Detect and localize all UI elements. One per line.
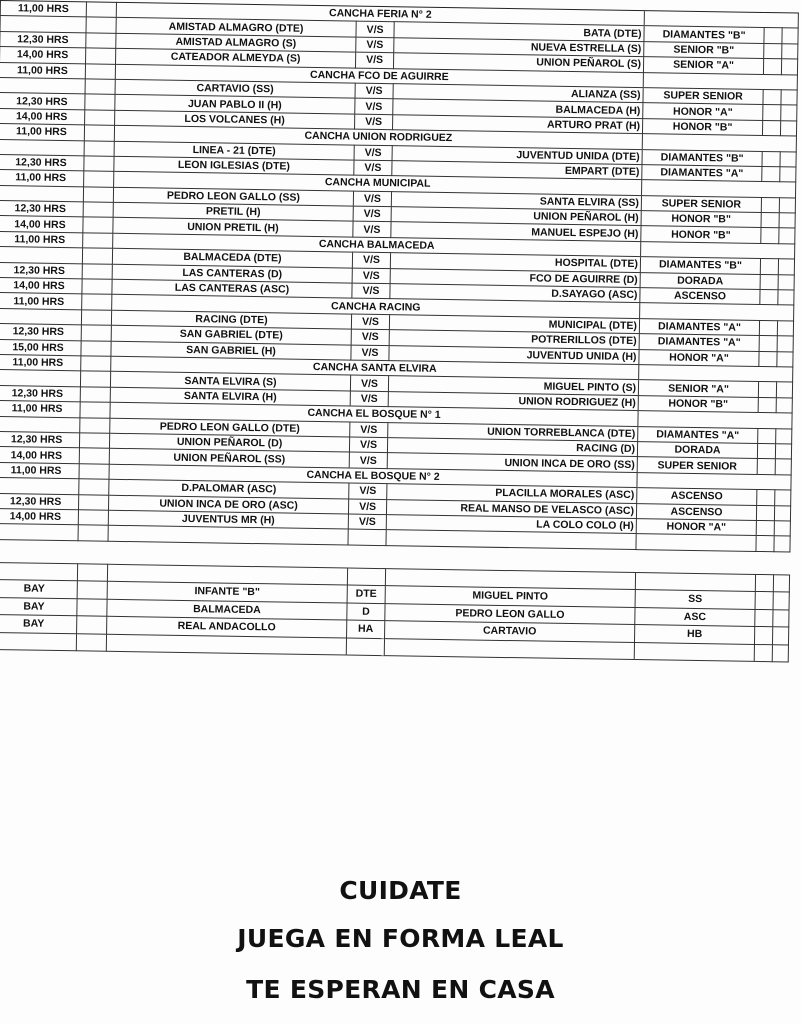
blank-cell	[755, 609, 773, 627]
versus-label: V/S	[355, 52, 393, 68]
versus-label: V/S	[355, 83, 393, 99]
category: HONOR "B"	[641, 211, 761, 228]
blank-cell	[758, 397, 776, 413]
blank-cell	[84, 171, 114, 187]
away-team: UNION PEÑAROL (H)	[391, 207, 641, 226]
blank-cell	[86, 2, 116, 18]
venue-title: CANCHA FERIA N° 2	[116, 2, 644, 26]
bye-table	[0, 562, 790, 663]
blank-cell	[0, 416, 80, 433]
match-time: 11,00 HRS	[0, 293, 82, 310]
away-team: D.SAYAGO (ASC)	[390, 284, 640, 303]
home-team: PRETIL (H)	[113, 202, 353, 221]
blank-cell	[763, 59, 781, 75]
blank-cell	[761, 228, 779, 244]
category: DIAMANTES "A"	[642, 165, 762, 182]
versus-label: V/S	[350, 422, 388, 438]
blank-cell	[763, 105, 781, 121]
home-team: JUVENTUS MR (H)	[108, 510, 348, 529]
category: DORADA	[637, 442, 757, 459]
match-time: 12,30 HRS	[0, 431, 80, 448]
blank-cell	[755, 574, 773, 592]
blank-cell	[756, 536, 774, 552]
match-time: 11,00 HRS	[0, 354, 81, 371]
match-time: 14,00 HRS	[0, 508, 79, 525]
match-time: 14,00 HRS	[0, 278, 82, 295]
category: SENIOR "A"	[643, 57, 763, 74]
blank-cell	[0, 308, 82, 325]
blank-cell	[636, 534, 756, 551]
blank-cell	[85, 94, 115, 110]
versus-label: V/S	[352, 283, 390, 299]
blank-cell	[79, 494, 109, 510]
versus-label: V/S	[348, 514, 386, 530]
category: HONOR "A"	[636, 518, 756, 535]
versus-label: V/S	[349, 483, 387, 499]
blank-cell	[82, 248, 112, 264]
match-time: 11,00 HRS	[0, 124, 85, 141]
versus-label: V/S	[352, 268, 390, 284]
category: DIAMANTES "A"	[639, 334, 759, 351]
blank-cell	[81, 310, 111, 326]
blank-cell	[775, 490, 791, 506]
blank-cell	[79, 433, 109, 449]
blank-cell	[773, 592, 789, 610]
blank-cell	[758, 382, 776, 398]
versus-label: V/S	[354, 160, 392, 176]
blank-cell	[773, 609, 789, 627]
category: DIAMANTES "B"	[642, 149, 762, 166]
blank-cell	[106, 634, 346, 655]
versus-label: V/S	[351, 314, 389, 330]
away-team: BATA (DTE)	[394, 22, 644, 41]
blank-cell	[0, 524, 78, 541]
blank-cell	[84, 140, 114, 156]
blank-cell	[774, 521, 790, 537]
blank-cell	[779, 197, 795, 213]
bye-team-2: PEDRO LEON GALLO	[385, 603, 635, 624]
bye-label: BAY	[0, 580, 77, 599]
blank-cell	[0, 16, 86, 33]
home-team: CARTAVIO (SS)	[115, 79, 355, 98]
slogan-line-1: CUIDATE	[339, 876, 462, 905]
blank-cell	[759, 351, 777, 367]
category: HONOR "A"	[643, 103, 763, 120]
blank-cell	[775, 459, 791, 475]
blank-cell	[764, 43, 782, 59]
home-team: PEDRO LEON GALLO (DTE)	[110, 418, 350, 437]
blank-cell	[760, 274, 778, 290]
bye-team-2: MIGUEL PINTO	[385, 586, 635, 607]
versus-label: V/S	[350, 375, 388, 391]
category: HONOR "B"	[642, 118, 762, 135]
category: HONOR "B"	[638, 395, 758, 412]
category: ASCENSO	[636, 503, 756, 520]
away-team: POTRERILLOS (DTE)	[389, 330, 639, 349]
blank-cell	[756, 520, 774, 536]
versus-label: V/S	[356, 37, 394, 53]
versus-label: V/S	[354, 145, 392, 161]
blank-cell	[757, 459, 775, 475]
home-team: UNION PEÑAROL (D)	[109, 433, 349, 452]
match-time: 11,00 HRS	[0, 62, 86, 79]
blank-cell	[85, 79, 115, 95]
versus-label: V/S	[355, 114, 393, 130]
home-team: SANTA ELVIRA (H)	[110, 387, 350, 406]
home-team: SAN GABRIEL (H)	[111, 341, 351, 360]
versus-label: V/S	[349, 437, 387, 453]
category: SENIOR "A"	[638, 380, 758, 397]
blank-cell	[83, 187, 113, 203]
blank-cell	[82, 294, 112, 310]
away-team: RACING (D)	[387, 438, 637, 457]
versus-label: V/S	[355, 98, 393, 114]
blank-cell	[384, 638, 634, 659]
versus-label: V/S	[351, 345, 389, 361]
blank-cell	[763, 89, 781, 105]
blank-cell	[82, 279, 112, 295]
bye-code-1: D	[347, 603, 385, 621]
venue-title: CANCHA FCO DE AGUIRRE	[115, 64, 643, 88]
home-team: LOS VOLCANES (H)	[115, 110, 355, 129]
blank-cell	[779, 213, 795, 229]
match-time: 12,30 HRS	[0, 201, 83, 218]
blank-cell	[78, 510, 108, 526]
home-team: LAS CANTERAS (ASC)	[112, 279, 352, 298]
blank-cell	[85, 110, 115, 126]
blank-cell	[775, 444, 791, 460]
slogan-line-3: TE ESPERAN EN CASA	[246, 975, 555, 1004]
match-time: 12,30 HRS	[0, 154, 84, 171]
blank-cell	[81, 325, 111, 341]
blank-cell	[781, 59, 797, 75]
category: DIAMANTES "B"	[640, 257, 760, 274]
away-team: MUNICIPAL (DTE)	[389, 314, 639, 333]
venue-title: CANCHA EL BOSQUE N° 2	[109, 464, 637, 488]
match-time: 11,00 HRS	[0, 231, 83, 248]
category: DORADA	[640, 272, 760, 289]
blank-cell	[778, 290, 794, 306]
home-team: D.PALOMAR (ASC)	[109, 479, 349, 498]
bye-code-1: DTE	[347, 585, 385, 603]
bye-team-1: BALMACEDA	[107, 599, 347, 620]
blank-cell	[81, 340, 111, 356]
blank-cell	[780, 151, 796, 167]
away-team: UNION PEÑAROL (S)	[393, 53, 643, 72]
blank-cell	[774, 536, 790, 552]
blank-cell	[0, 562, 78, 581]
blank-cell	[776, 382, 792, 398]
away-team: ALIANZA (SS)	[393, 84, 643, 103]
blank-cell	[762, 151, 780, 167]
blank-cell	[772, 644, 788, 662]
blank-cell	[80, 387, 110, 403]
home-team: PEDRO LEON GALLO (SS)	[113, 187, 353, 206]
category: DIAMANTES "A"	[638, 426, 758, 443]
versus-label: V/S	[353, 191, 391, 207]
blank-cell	[777, 321, 793, 337]
venue-title: CANCHA BALMACEDA	[113, 233, 641, 257]
blank-cell	[79, 464, 109, 480]
slogan-line-2: JUEGA EN FORMA LEAL	[237, 924, 564, 953]
blank-cell	[773, 574, 789, 592]
versus-label: V/S	[349, 452, 387, 468]
home-team: CATEADOR ALMEYDA (S)	[116, 48, 356, 67]
versus-label: V/S	[351, 329, 389, 345]
blank-cell	[85, 63, 115, 79]
blank-cell	[754, 627, 772, 645]
blank-cell	[777, 351, 793, 367]
match-time: 15,00 HRS	[0, 339, 81, 356]
blank-cell	[781, 90, 797, 106]
blank-cell	[77, 563, 107, 581]
blank-cell	[780, 121, 796, 137]
venue-title: CANCHA SANTA ELVIRA	[111, 356, 639, 380]
blank-cell	[762, 166, 780, 182]
versus-label: V/S	[352, 252, 390, 268]
away-team: MANUEL ESPEJO (H)	[391, 222, 641, 241]
blank-cell	[779, 228, 795, 244]
bye-label: BAY	[0, 597, 77, 616]
blank-cell	[79, 448, 109, 464]
blank-cell	[79, 479, 109, 495]
blank-cell	[0, 139, 84, 156]
away-team: LA COLO COLO (H)	[386, 515, 636, 534]
blank-cell	[761, 197, 779, 213]
home-team: SANTA ELVIRA (S)	[110, 372, 350, 391]
blank-cell	[348, 529, 386, 545]
venue-title: CANCHA UNION RODRIGUEZ	[114, 125, 642, 149]
blank-cell	[82, 263, 112, 279]
venue-title: CANCHA MUNICIPAL	[114, 172, 642, 196]
home-team: LINEA - 21 (DTE)	[114, 141, 354, 160]
blank-cell	[778, 274, 794, 290]
home-team: RACING (DTE)	[111, 310, 351, 329]
match-time: 11,00 HRS	[0, 462, 79, 479]
blank-cell	[772, 627, 788, 645]
blank-cell	[781, 105, 797, 121]
blank-cell	[83, 202, 113, 218]
match-time: 12,30 HRS	[0, 324, 81, 341]
blank-cell	[346, 638, 384, 656]
blank-cell	[634, 642, 754, 661]
away-team: PLACILLA MORALES (ASC)	[387, 484, 637, 503]
home-team: LAS CANTERAS (D)	[112, 264, 352, 283]
category: DIAMANTES "A"	[639, 318, 759, 335]
blank-cell	[754, 644, 772, 662]
match-time: 12,30 HRS	[0, 31, 86, 48]
blank-cell	[778, 259, 794, 275]
category: ASCENSO	[637, 488, 757, 505]
away-team: MIGUEL PINTO (S)	[388, 376, 638, 395]
away-team: JUVENTUD UNIDA (DTE)	[392, 145, 642, 164]
blank-cell	[86, 33, 116, 49]
away-team: UNION RODRIGUEZ (H)	[388, 391, 638, 410]
match-time: 12,30 HRS	[0, 493, 79, 510]
match-time: 12,30 HRS	[0, 385, 80, 402]
home-team: JUAN PABLO II (H)	[115, 95, 355, 114]
away-team: EMPART (DTE)	[392, 161, 642, 180]
match-time: 14,00 HRS	[0, 108, 85, 125]
blank-cell	[776, 398, 792, 414]
blank-cell	[760, 259, 778, 275]
bye-label: BAY	[0, 615, 77, 634]
blank-cell	[76, 633, 106, 651]
blank-cell	[347, 568, 385, 586]
blank-cell	[86, 48, 116, 64]
blank-cell	[83, 217, 113, 233]
blank-cell	[780, 167, 796, 183]
versus-label: V/S	[356, 21, 394, 37]
versus-label: V/S	[353, 206, 391, 222]
blank-cell	[782, 28, 798, 44]
blank-cell	[77, 616, 107, 634]
match-time: 11,00 HRS	[0, 170, 84, 187]
blank-cell	[80, 371, 110, 387]
blank-cell	[86, 17, 116, 33]
away-team: BALMACEDA (H)	[393, 99, 643, 118]
category: SUPER SENIOR	[643, 88, 763, 105]
category: DIAMANTES "B"	[644, 26, 764, 43]
away-team: NUEVA ESTRELLA (S)	[394, 37, 644, 56]
blank-cell	[0, 478, 79, 495]
away-team: SANTA ELVIRA (SS)	[391, 191, 641, 210]
venue-title: CANCHA EL BOSQUE N° 1	[110, 402, 638, 426]
blank-cell	[762, 120, 780, 136]
blank-cell	[761, 213, 779, 229]
home-team: SAN GABRIEL (DTE)	[111, 325, 351, 344]
home-team: LEON IGLESIAS (DTE)	[114, 156, 354, 175]
home-team: UNION PEÑAROL (SS)	[109, 449, 349, 468]
blank-cell	[758, 428, 776, 444]
category: SENIOR "B"	[644, 41, 764, 58]
blank-cell	[776, 428, 792, 444]
bye-code-2: SS	[635, 590, 755, 609]
match-time: 11,00 HRS	[0, 1, 86, 18]
blank-cell	[782, 44, 798, 60]
category: HONOR "B"	[641, 226, 761, 243]
blank-cell	[81, 356, 111, 372]
away-team: JUVENTUD UNIDA (H)	[389, 345, 639, 364]
blank-cell	[0, 77, 85, 94]
bye-code-1: HA	[347, 620, 385, 638]
versus-label: V/S	[350, 391, 388, 407]
versus-label: V/S	[353, 222, 391, 238]
blank-cell	[635, 572, 755, 591]
blank-cell	[84, 156, 114, 172]
away-team: FCO DE AGUIRRE (D)	[390, 268, 640, 287]
category: SUPER SENIOR	[637, 457, 757, 474]
match-time: 14,00 HRS	[0, 447, 79, 464]
away-team: UNION TORREBLANCA (DTE)	[388, 422, 638, 441]
blank-cell	[84, 125, 114, 141]
away-team: HOSPITAL (DTE)	[390, 253, 640, 272]
blank-cell	[774, 505, 790, 521]
match-time: 14,00 HRS	[0, 47, 86, 64]
blank-cell	[0, 247, 83, 264]
blank-cell	[756, 505, 774, 521]
home-team: UNION INCA DE ORO (ASC)	[109, 495, 349, 514]
blank-cell	[0, 185, 84, 202]
bye-code-2: HB	[634, 625, 754, 644]
blank-cell	[757, 443, 775, 459]
match-time: 12,30 HRS	[0, 93, 85, 110]
bye-team-1: REAL ANDACOLLO	[107, 616, 347, 637]
away-team: REAL MANSO DE VELASCO (ASC)	[386, 499, 636, 518]
blank-cell	[755, 592, 773, 610]
blank-cell	[759, 336, 777, 352]
match-time: 11,00 HRS	[0, 401, 80, 418]
blank-cell	[83, 233, 113, 249]
category: SUPER SENIOR	[641, 195, 761, 212]
home-team: AMISTAD ALMAGRO (DTE)	[116, 18, 356, 37]
venue-title: CANCHA RACING	[112, 295, 640, 319]
category: ASCENSO	[640, 288, 760, 305]
home-team: UNION PRETIL (H)	[113, 218, 353, 237]
match-time: 12,30 HRS	[0, 262, 82, 279]
blank-cell	[80, 417, 110, 433]
category: HONOR "A"	[639, 349, 759, 366]
home-team: BALMACEDA (DTE)	[112, 249, 352, 268]
versus-label: V/S	[348, 499, 386, 515]
blank-cell	[757, 490, 775, 506]
blank-cell	[760, 290, 778, 306]
blank-cell	[80, 402, 110, 418]
bye-team-2: CARTAVIO	[385, 621, 635, 642]
home-team: AMISTAD ALMAGRO (S)	[116, 33, 356, 52]
away-team: UNION INCA DE ORO (SS)	[387, 453, 637, 472]
blank-cell	[77, 581, 107, 599]
match-time: 14,00 HRS	[0, 216, 83, 233]
blank-cell	[764, 28, 782, 44]
blank-cell	[78, 525, 108, 541]
blank-cell	[0, 370, 81, 387]
blank-cell	[777, 336, 793, 352]
blank-cell	[0, 632, 77, 651]
bye-code-2: ASC	[635, 607, 755, 626]
away-team: ARTURO PRAT (H)	[393, 114, 643, 133]
blank-cell	[759, 320, 777, 336]
bye-team-1: INFANTE "B"	[107, 581, 347, 602]
blank-cell	[77, 598, 107, 616]
